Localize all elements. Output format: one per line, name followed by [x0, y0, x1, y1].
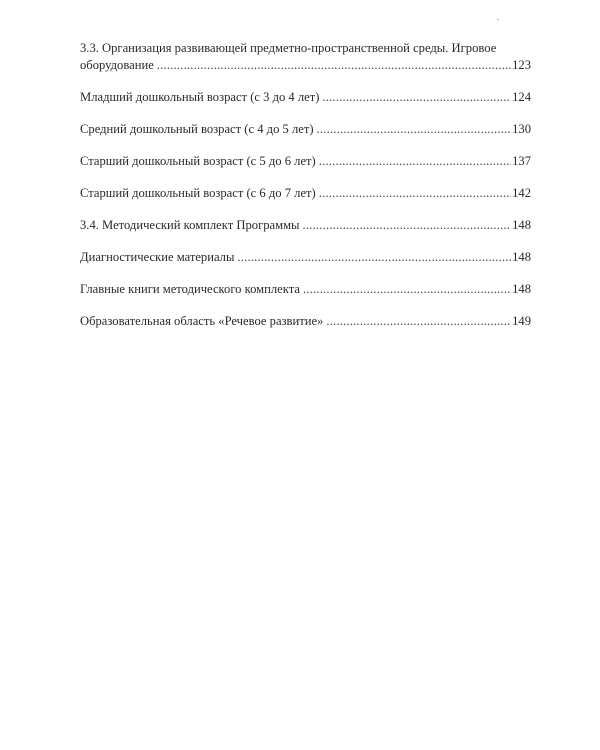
toc-entry-senior-age-5-6 — [80, 153, 531, 170]
toc-entry-title: оборудование — [80, 58, 154, 72]
dot-leader — [157, 57, 511, 74]
toc-entry-title: Образовательная область «Речевое развитие» — [80, 314, 324, 328]
toc-entry-page-number: 142 — [512, 186, 531, 200]
toc-entry-page-number: 149 — [512, 314, 531, 328]
toc-entry-page-number: 148 — [512, 282, 531, 296]
toc-entry-page-number: 130 — [512, 122, 531, 136]
toc-entry-title-line1: 3.3. Организация развивающей предметно-пространственной среды. Игровое — [80, 41, 497, 55]
toc-entry-3-3 — [80, 40, 531, 74]
toc-entry-title: Средний дошкольный возраст (с 4 до 5 лет) — [80, 122, 314, 136]
dot-leader — [319, 153, 511, 170]
toc-entry-page-number: 124 — [512, 90, 531, 104]
toc-entry-title: Диагностические материалы — [80, 250, 235, 264]
toc-entry-title: Младший дошкольный возраст (с 3 до 4 лет) — [80, 90, 320, 104]
toc-entry-main-books — [80, 281, 531, 298]
toc-entry-page-number: 137 — [512, 154, 531, 168]
toc-entry-page-number: 148 — [512, 218, 531, 232]
dot-leader — [319, 185, 511, 202]
toc-entry-junior-age — [80, 89, 531, 106]
toc-entry-3-4 — [80, 217, 531, 234]
toc-entry-title: Старший дошкольный возраст (с 5 до 6 лет) — [80, 154, 316, 168]
dot-leader — [303, 217, 512, 234]
dot-leader — [326, 313, 511, 330]
dot-leader — [317, 121, 512, 138]
dot-leader — [322, 89, 511, 106]
toc-entry-diagnostic-materials — [80, 249, 531, 266]
toc-entry-page-number: 148 — [512, 250, 531, 264]
scan-speck — [497, 19, 499, 20]
toc-entry-middle-age — [80, 121, 531, 138]
toc-entry-page-number: 123 — [512, 58, 531, 72]
toc-entry-title: Главные книги методического комплекта — [80, 282, 300, 296]
dot-leader — [237, 249, 511, 266]
toc-entry-senior-age-6-7 — [80, 185, 531, 202]
table-of-contents — [80, 40, 531, 330]
toc-entry-speech-development — [80, 313, 531, 330]
toc-entry-title: Старший дошкольный возраст (с 6 до 7 лет) — [80, 186, 316, 200]
toc-entry-title: 3.4. Методический комплект Программы — [80, 218, 300, 232]
dot-leader — [303, 281, 511, 298]
